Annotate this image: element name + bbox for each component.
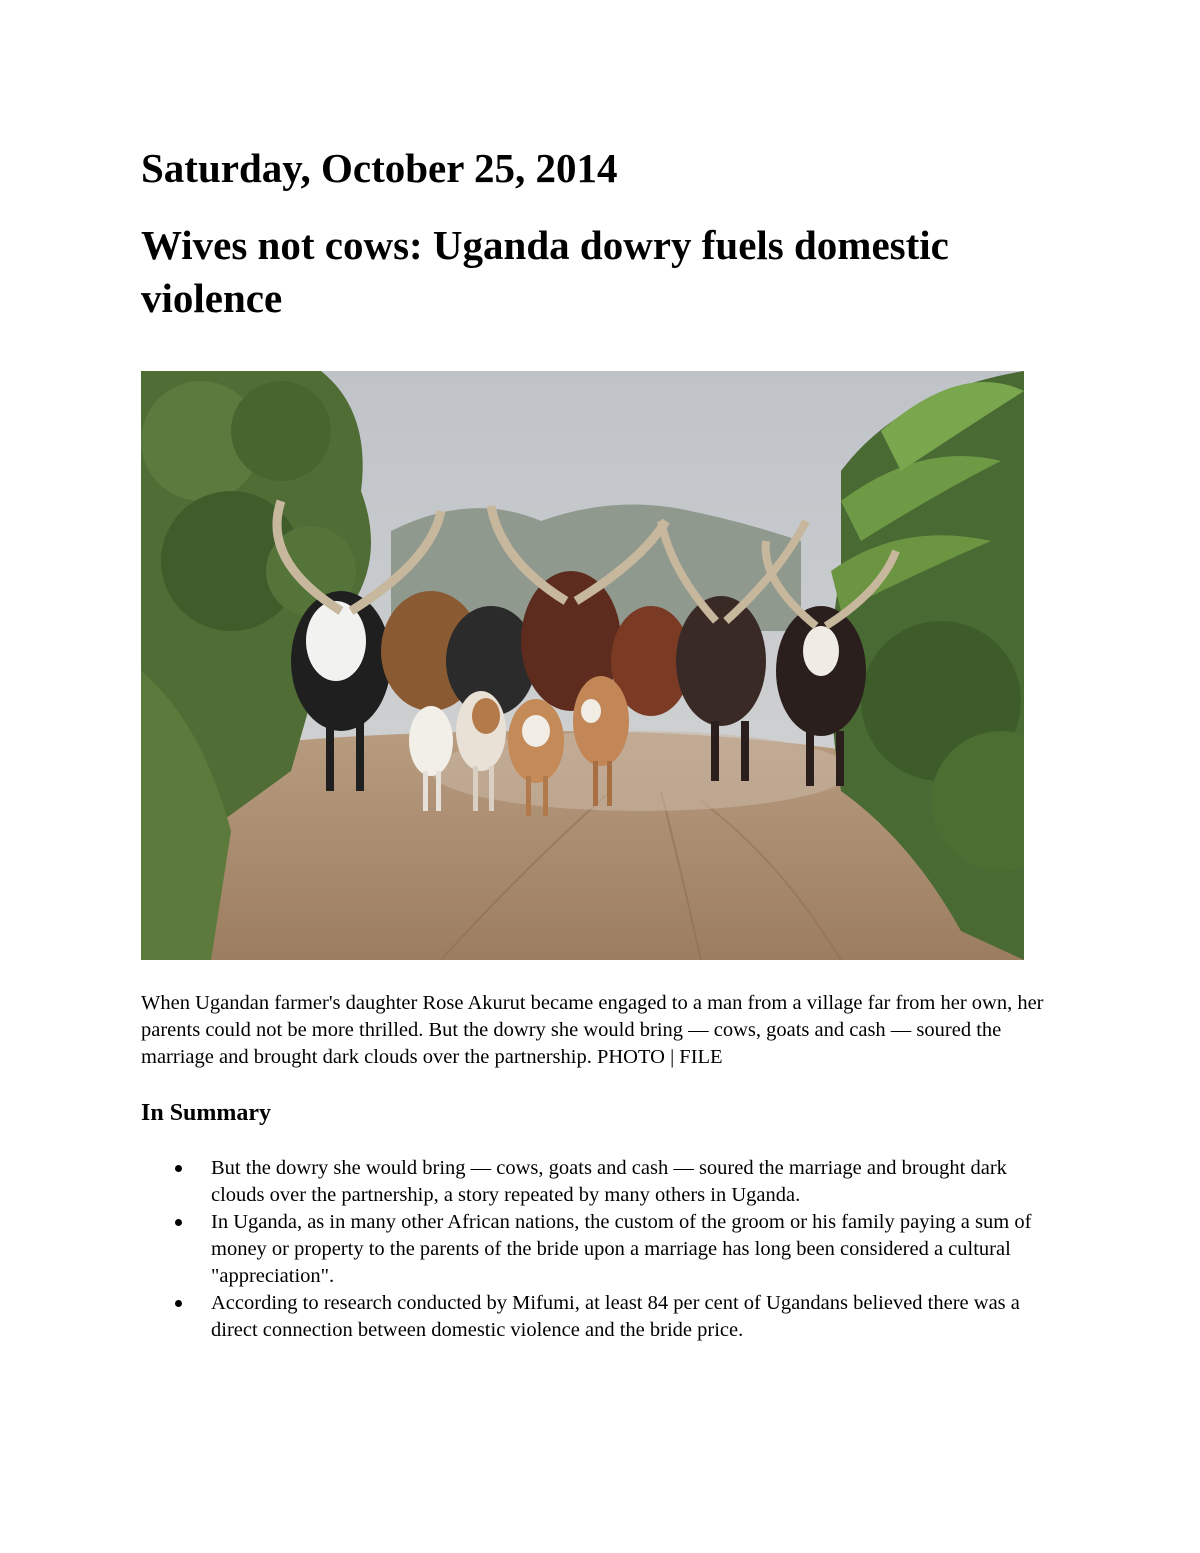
article-headline: Wives not cows: Uganda dowry fuels domestic violence — [141, 222, 949, 321]
article-photo — [141, 371, 1024, 960]
bullet-icon — [175, 1300, 182, 1307]
summary-item-text: But the dowry she would bring — cows, goats and cash — soured the marriage and brought dark clouds over the partnership, a story repeated by many others in Uganda. — [211, 1157, 1007, 1206]
summary-item-text: In Uganda, as in many other African nations, the custom of the groom or his family paying a sum of money or property to the parents of the bride upon a marriage has long been considered a cultural "appreciation". — [211, 1211, 1032, 1287]
summary-item — [170, 1209, 1050, 1290]
bullet-icon — [175, 1219, 182, 1226]
post-date: Saturday, October 25, 2014 — [141, 145, 618, 191]
summary-heading: In Summary — [141, 1100, 272, 1126]
summary-item-text: According to research conducted by Mifumi, at least 84 per cent of Ugandans believed there was a direct connection between domestic violence and the bride price. — [211, 1292, 1020, 1341]
summary-list — [170, 1155, 1050, 1344]
summary-item — [170, 1155, 1050, 1209]
summary-item — [170, 1290, 1050, 1344]
photo-caption: When Ugandan farmer's daughter Rose Akurut became engaged to a man from a village far from her own, her parents could not be more thrilled. But the dowry she would bring — cows, goats and cash — soured the marriage and brought dark clouds over the partnership. PHOTO | FILE — [141, 992, 1044, 1068]
bullet-icon — [175, 1165, 182, 1172]
